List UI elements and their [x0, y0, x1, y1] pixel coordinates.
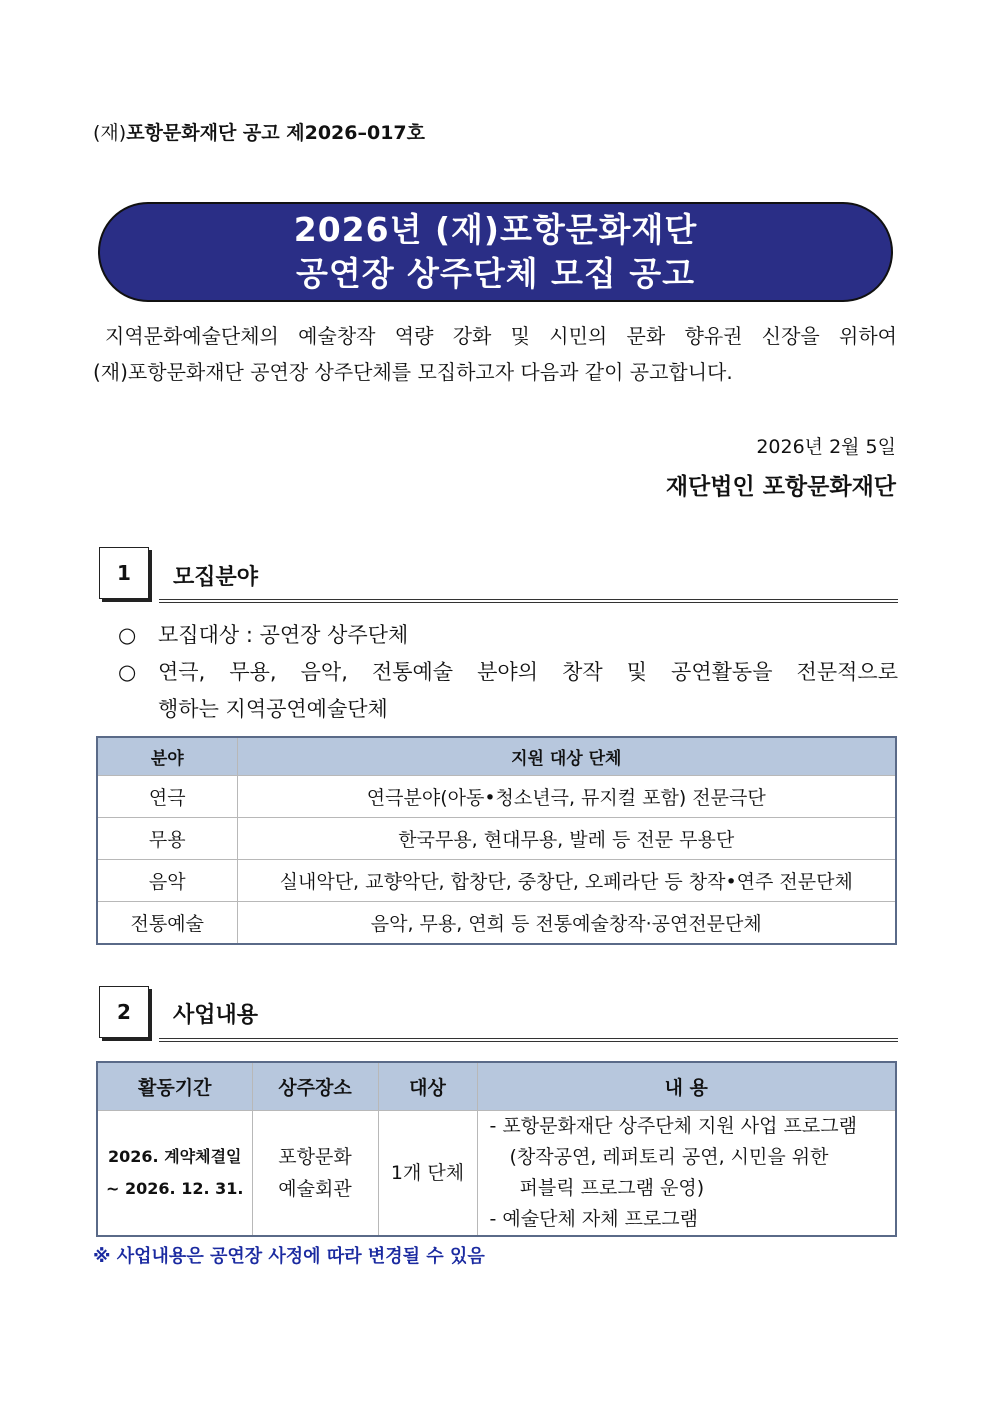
notice-prefix: (재) — [93, 122, 127, 144]
table-row — [97, 818, 896, 860]
section-1-underline — [159, 599, 898, 603]
section-1-title: 모집분야 — [173, 565, 259, 590]
bullet-text: 행하는 지역공연예술단체 — [158, 697, 388, 721]
field-table — [96, 736, 897, 945]
title-banner — [98, 202, 893, 302]
circle-bullet-icon: ○ — [118, 623, 137, 647]
section-2-number: 2 — [99, 986, 149, 1038]
intro-paragraph — [93, 318, 897, 390]
bullet-continuation — [118, 691, 898, 728]
intro-line-1: 지역문화예술단체의 예술창작 역량 강화 및 시민의 문화 향유권 신장을 위하여 — [105, 324, 897, 348]
place-cell — [252, 1111, 378, 1237]
section-2-title: 사업내용 — [173, 1003, 259, 1028]
period-line: 2026. 계약체결일 — [108, 1147, 242, 1166]
target-cell: 한국무용, 현대무용, 발레 등 전문 무용단 — [237, 818, 896, 860]
content-line: - 포항문화재단 상주단체 지원 사업 프로그램 — [489, 1115, 857, 1137]
target-cell: 실내악단, 교향악단, 합창단, 중창단, 오페라단 등 창작•연주 전문단체 — [237, 860, 896, 902]
header-target: 대상 — [378, 1062, 477, 1111]
header-field: 분야 — [97, 737, 237, 776]
organization-name: 재단법인 포항문화재단 — [665, 474, 896, 500]
title-line-1: 2026년 (재)포항문화재단 — [293, 210, 698, 249]
notice-text: 포항문화재단 공고 제2026–017호 — [126, 122, 425, 144]
header-content: 내 용 — [477, 1062, 896, 1111]
period-line: ~ 2026. 12. 31. — [106, 1179, 244, 1198]
table-row — [97, 860, 896, 902]
target-cell: 1개 단체 — [378, 1111, 477, 1237]
target-cell: 음악, 무용, 연희 등 전통예술창작·공연전문단체 — [237, 902, 896, 945]
circle-bullet-icon: ○ — [118, 660, 137, 684]
content-line: (창작공연, 레퍼토리 공연, 시민을 위한 — [509, 1146, 829, 1168]
bullet-text: 모집대상 : 공연장 상주단체 — [158, 623, 409, 647]
footnote: ※ 사업내용은 공연장 사정에 따라 변경될 수 있음 — [93, 1246, 485, 1267]
header-target-group: 지원 대상 단체 — [237, 737, 896, 776]
content-line: - 예술단체 자체 프로그램 — [489, 1208, 699, 1230]
announcement-date: 2026년 2월 5일 — [756, 436, 896, 458]
content-cell — [477, 1111, 896, 1237]
field-cell: 음악 — [97, 860, 237, 902]
notice-number — [93, 118, 425, 145]
header-period: 활동기간 — [97, 1062, 252, 1111]
table-row — [97, 1111, 896, 1237]
bullet-item — [118, 654, 898, 691]
bullet-item — [118, 617, 898, 654]
header-place: 상주장소 — [252, 1062, 378, 1111]
program-table — [96, 1061, 897, 1237]
section-2-underline — [159, 1038, 898, 1042]
field-cell: 전통예술 — [97, 902, 237, 945]
field-cell: 무용 — [97, 818, 237, 860]
title-line-2: 공연장 상주단체 모집 공고 — [295, 254, 696, 293]
content-line: 퍼블릭 프로그램 운영) — [519, 1177, 705, 1199]
bullet-text: 연극, 무용, 음악, 전통예술 분야의 창작 및 공연활동을 전문적으로 — [158, 660, 898, 684]
field-cell: 연극 — [97, 776, 237, 818]
period-cell — [97, 1111, 252, 1237]
section-1-number: 1 — [99, 547, 149, 599]
section-1-bullets — [118, 617, 898, 728]
intro-line-2: (재)포항문화재단 공연장 상주단체를 모집하고자 다음과 같이 공고합니다. — [93, 360, 733, 384]
place-line: 예술회관 — [278, 1178, 352, 1200]
table-row — [97, 776, 896, 818]
target-cell: 연극분야(아동•청소년극, 뮤지컬 포함) 전문극단 — [237, 776, 896, 818]
place-line: 포항문화 — [278, 1146, 352, 1168]
table-row — [97, 902, 896, 945]
